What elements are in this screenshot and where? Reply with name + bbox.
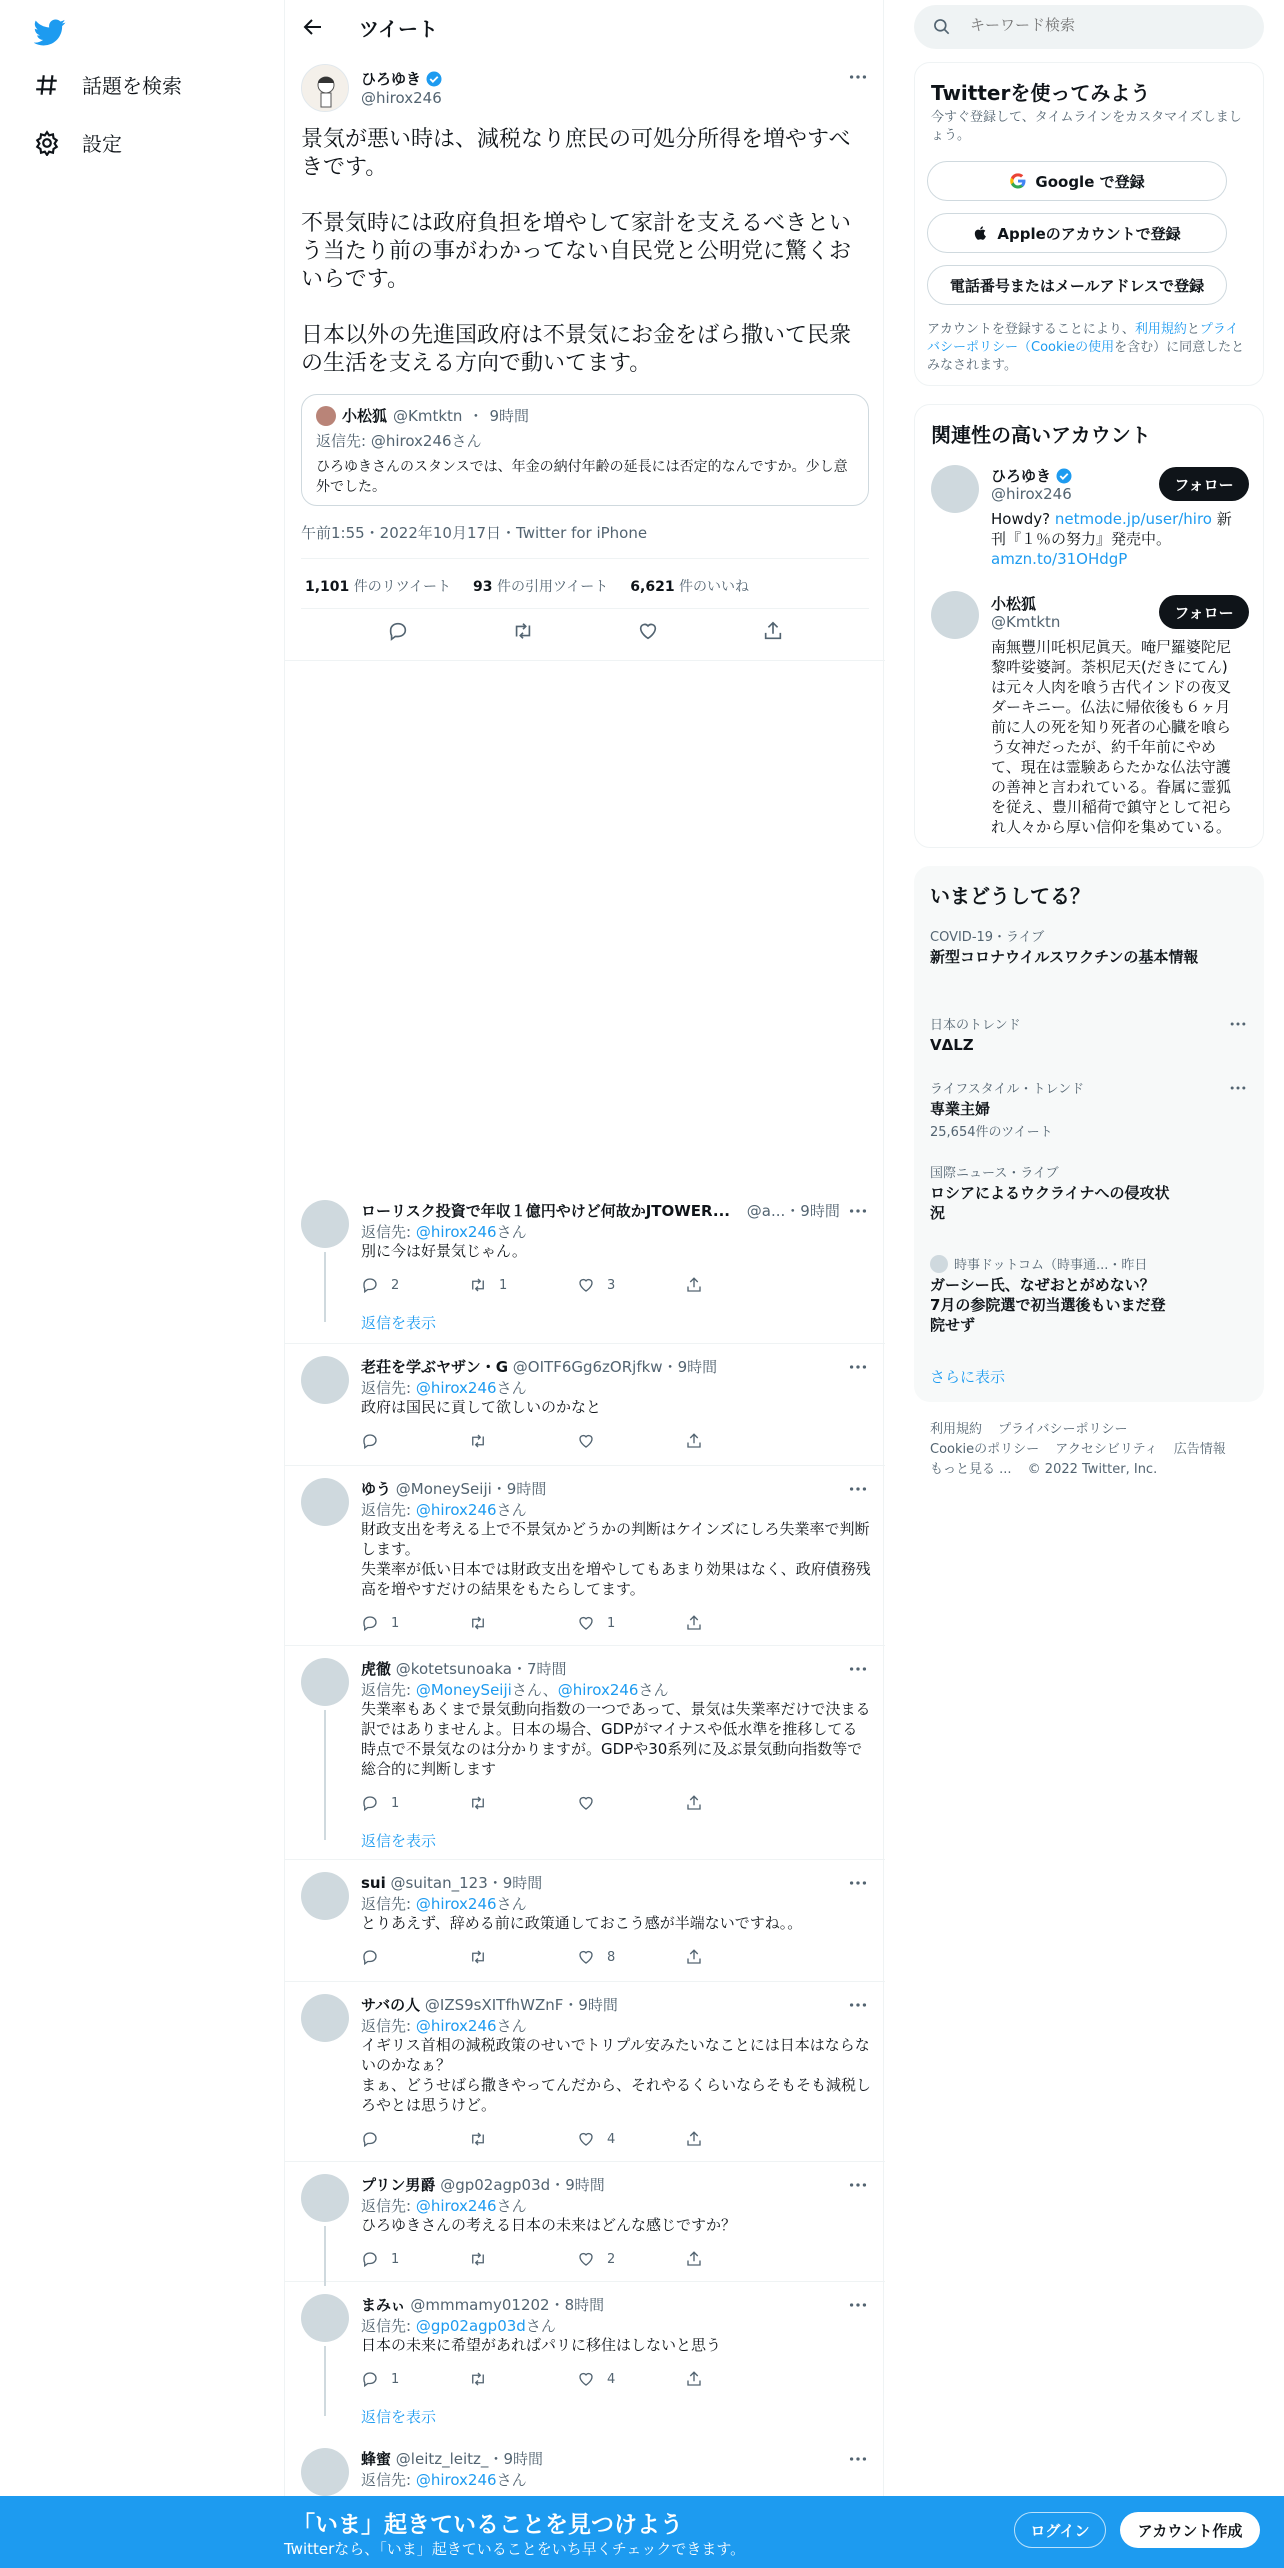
retweet-button[interactable] (469, 1794, 577, 1812)
account-avatar[interactable] (931, 591, 979, 639)
relevant-accounts-card (914, 404, 1264, 848)
trend-name: ロシアによるウクライナへの侵攻状況 (930, 1184, 1170, 1222)
account-name[interactable]: ひろゆき (991, 465, 1073, 486)
relevant-accounts-title: 関連性の高いアカウント (931, 423, 1151, 447)
nav-settings[interactable] (34, 128, 122, 157)
like-button[interactable]: 1 (577, 1614, 685, 1632)
reply-tweet[interactable]: 蜂蜜 @leitz_leitz_・9時間 返信先: @hirox246さん (285, 2436, 885, 2496)
reply-to: 返信先: @hirox246さん (361, 1223, 527, 1241)
reply-tweet[interactable]: ローリスク投資で年収１億円やけど何故かJTOWER... @a...・9時間 返信先: @hirox246さん 別に今は好景気じゃん。 2 1 3 返信を表示 (285, 1188, 885, 1344)
quote-reply-to: 返信先: @hirox246さん (316, 432, 482, 450)
like-icon (577, 1432, 595, 1450)
more-options-icon[interactable] (847, 66, 869, 88)
reply-text: ひろゆきさんの考える日本の未来はどんな感じですか？ (361, 2216, 737, 2234)
trend-meta: 国際ニュース・ライブ (930, 1166, 1059, 1181)
account-name[interactable]: 小松狐 (991, 595, 1037, 613)
apple-signup-label: Appleのアカウントで登録 (997, 224, 1181, 243)
verified-badge-icon (1055, 467, 1073, 485)
main-column (284, 0, 884, 2568)
news-source-avatar (930, 1255, 948, 1273)
apple-icon (973, 224, 989, 242)
like-icon (577, 1948, 595, 1966)
reply-tweet[interactable]: まみぃ @mmmamy01202・8時間 返信先: @gp02agp03dさん 日本の未来に希望があればパリに移住はしないと思う 1 4 返信を表示 (285, 2282, 885, 2436)
share-icon (685, 2250, 703, 2268)
like-icon[interactable] (637, 620, 659, 642)
reply-button[interactable]: 1 (361, 1614, 469, 1632)
reply-to-link[interactable]: @hirox246 (415, 1895, 497, 1913)
retweet-button[interactable] (469, 2130, 577, 2148)
share-icon[interactable] (762, 620, 784, 642)
reply-author-handle[interactable]: @IZS9sXITfhWZnF (424, 1996, 564, 2014)
reply-button[interactable]: 1 (361, 2250, 469, 2268)
quote-author-handle: @Kmtktn (393, 406, 463, 425)
like-button[interactable] (577, 1432, 685, 1450)
left-nav (0, 0, 284, 2568)
follow-button[interactable]: フォロー (1159, 467, 1249, 501)
reply-author-name[interactable]: ゆう (361, 1480, 392, 1498)
reply-icon (361, 2250, 379, 2268)
reply-author-handle[interactable]: @kotetsunoaka (395, 1660, 512, 1678)
reply-time: 7時間 (526, 1660, 567, 1678)
nav-explore-label: 話題を検索 (82, 74, 182, 98)
signup-terms: アカウントを登録することにより、利用規約とプライバシーポリシー（Cookieの使用を含む）に同意したとみなされます。 (927, 322, 1245, 373)
share-button[interactable] (685, 1432, 793, 1450)
search-input[interactable] (970, 17, 1240, 34)
reply-tweet[interactable]: プリン男爵 @gp02agp03d・9時間 返信先: @hirox246さん ひろゆきさんの考える日本の未来はどんな感じですか？ 1 2 (285, 2162, 885, 2282)
reply-author-handle[interactable]: @gp02agp03d (440, 2176, 551, 2194)
reply-tweet[interactable]: 老荘を学ぶヤザン・G @OITF6Gg6zORjfkw・9時間 返信先: @hirox246さん 政府は国民に貢して欲しいのかなと (285, 1344, 885, 1466)
like-button[interactable]: 4 (577, 2130, 685, 2148)
google-signup-label: Google で登録 (1035, 172, 1145, 191)
reply-author-name[interactable]: 蜂蜜 (361, 2450, 392, 2468)
login-button[interactable]: ログイン (1014, 2512, 1106, 2548)
share-button[interactable] (685, 1794, 793, 1812)
reply-button[interactable]: 1 (361, 1794, 469, 1812)
reply-button[interactable] (361, 1948, 469, 1966)
banner-subtitle: Twitterなら、「いま」起きていることをいち早くチェックできます。 (284, 2540, 746, 2558)
retweet-button[interactable]: 1 (469, 1276, 577, 1294)
reply-icon (361, 1948, 379, 1966)
tweet-stats (305, 576, 749, 596)
share-icon (685, 1276, 703, 1294)
footer-link[interactable]: もっと見る ... (930, 1462, 1012, 1477)
reply-author-handle[interactable]: @suitan_123 (390, 1874, 488, 1892)
phone-email-signup-button[interactable] (927, 265, 1227, 305)
footer-link[interactable]: プライバシーポリシー (998, 1422, 1128, 1437)
retweet-icon[interactable] (512, 620, 534, 642)
tweet-paragraph: 日本以外の先進国政府は不景気にお金をばら撒いて民衆の生活を支える方向で動いてます。 (301, 323, 852, 376)
reply-to: 返信先: @MoneySeijiさん、@hirox246さん (361, 1681, 669, 1699)
reply-actions (361, 2250, 793, 2268)
share-button[interactable] (685, 1614, 793, 1632)
reply-to-link[interactable]: @MoneySeiji (415, 1681, 512, 1699)
like-button[interactable] (577, 1794, 685, 1812)
reply-to-link[interactable]: @hirox246 (415, 2017, 497, 2035)
like-button[interactable]: 2 (577, 2250, 685, 2268)
reply-time: 9時間 (503, 2450, 543, 2468)
share-button[interactable] (685, 1948, 793, 1966)
trend-meta: 日本のトレンド (930, 1018, 1021, 1033)
share-icon (685, 2370, 703, 2388)
more-options-icon[interactable] (847, 1356, 869, 1378)
more-options-icon[interactable] (847, 1478, 869, 1500)
terms-link[interactable]: 利用規約 (1134, 322, 1187, 337)
create-account-button[interactable]: アカウント作成 (1120, 2512, 1260, 2548)
share-button[interactable] (685, 2250, 793, 2268)
share-icon (685, 2130, 703, 2148)
like-icon (577, 2130, 595, 2148)
reply-text: 日本の未来に希望があればパリに移住はしないと思う (361, 2336, 722, 2354)
more-options-icon[interactable] (847, 1658, 869, 1680)
account-avatar[interactable] (931, 465, 979, 513)
trend-item[interactable] (930, 1254, 1248, 1335)
reply-avatar[interactable] (301, 1356, 349, 1404)
reply-time: 9時間 (578, 1996, 618, 2014)
tweet-timestamp[interactable]: 午前1:55・2022年10月17日・Twitter for iPhone (301, 524, 648, 542)
follow-button[interactable]: フォロー (1159, 595, 1249, 629)
reply-to: 返信先: @gp02agp03dさん (361, 2317, 556, 2335)
tweet-actions (285, 620, 885, 642)
google-icon (1009, 172, 1027, 190)
retweet-button[interactable] (469, 2250, 577, 2268)
author-avatar-image (302, 65, 349, 112)
gear-icon (34, 130, 60, 156)
copyright: © 2022 Twitter, Inc. (1027, 1462, 1158, 1477)
nav-explore[interactable] (34, 70, 182, 99)
more-options-icon[interactable] (847, 1872, 869, 1894)
reply-to-link[interactable]: @hirox246 (415, 1379, 497, 1397)
reply-author-name[interactable]: まみぃ (361, 2296, 406, 2314)
author-name[interactable] (361, 68, 443, 89)
retweet-button[interactable] (469, 1432, 577, 1450)
trend-item[interactable] (930, 1078, 1248, 1140)
reply-tweet[interactable]: 虎徹 @kotetsunoaka・7時間 返信先: @MoneySeijiさん、@hirox246さん 失業率もあくまで景気動向指数の一つであって、景気は失業率だけで決まる訳ではありませんよ。日本の場合、GDPがマイナスや低水準を推移してる時点で不景気なのは分かりますが。GDPや30系列に及ぶ景気動向指数等で総合的に判断します 1 返信を表示 (285, 1646, 885, 1860)
trend-item[interactable] (930, 926, 1248, 967)
thread-line (324, 1710, 326, 1840)
reply-icon (361, 1794, 379, 1812)
share-button[interactable] (685, 1276, 793, 1294)
reply-to-link[interactable]: @hirox246 (415, 1223, 497, 1241)
reply-text: 政府は国民に貢して欲しいのかなと (361, 1398, 602, 1416)
thread-line (324, 1252, 326, 1322)
bio-link[interactable]: netmode.jp/user/hiro (1054, 510, 1212, 528)
like-button[interactable]: 8 (577, 1948, 685, 1966)
banner-title: 「いま」起きていることを見つけよう (292, 2512, 683, 2538)
retweet-icon (469, 1614, 487, 1632)
author-handle[interactable]: @hirox246 (361, 89, 442, 107)
reply-tweet[interactable]: sui @suitan_123・9時間 返信先: @hirox246さん とりあえず、辞める前に政策通しておこう感が半端ないですね。。 8 (285, 1860, 885, 1982)
reply-avatar[interactable] (301, 2174, 349, 2222)
reply-icon (361, 1614, 379, 1632)
reply-to-link[interactable]: @hirox246 (415, 1501, 497, 1519)
like-icon (577, 1794, 595, 1812)
reply-to-link[interactable]: @hirox246 (415, 2197, 497, 2215)
reply-avatar[interactable] (301, 1200, 349, 1248)
footer-link[interactable]: Cookieのポリシー (930, 1442, 1040, 1457)
more-options-icon[interactable] (1228, 1078, 1248, 1098)
reply-avatar[interactable] (301, 2294, 349, 2342)
show-replies-link[interactable]: 返信を表示 (361, 2408, 437, 2426)
like-icon (577, 1614, 595, 1632)
reply-actions (361, 1948, 793, 1966)
like-icon (577, 2370, 595, 2388)
retweet-icon (469, 2250, 487, 2268)
bio-link[interactable]: amzn.to/31OHdgP (991, 550, 1128, 568)
reply-actions (361, 2130, 793, 2148)
thread-line (324, 2346, 326, 2416)
verified-badge-icon (425, 70, 443, 88)
reply-to-link[interactable]: @hirox246 (557, 1681, 639, 1699)
like-icon (577, 1276, 595, 1294)
reply-author-name[interactable]: 老荘を学ぶヤザン・G (361, 1358, 509, 1376)
reply-time: 9時間 (677, 1358, 718, 1376)
share-icon (685, 1794, 703, 1812)
trend-name: ガーシー氏、なぜおとがめない？ 7月の参院選で初当選後もいまだ登院せず (930, 1276, 1170, 1334)
account-handle[interactable]: @hirox246 (991, 485, 1072, 503)
back-arrow-icon[interactable] (301, 15, 325, 39)
reply-author-name[interactable]: 虎徹 (361, 1660, 392, 1678)
reply-icon[interactable] (387, 620, 409, 642)
retweet-icon (469, 1432, 487, 1450)
quoted-tweet[interactable]: 小松狐 @Kmtktn ・ 9時間 返信先: @hirox246さん ひろゆきさんのスタンスでは、年金の納付年齢の延長には否定的なんですか。少し意外でした。 (301, 394, 869, 506)
account-bio: 南無豐川吒枳尼眞天。唵尸羅婆陀尼黎吽娑婆訶。荼枳尼天(だきにてん)は元々人肉を喰う古代インドの夜叉ダーキニー。仏法に帰依後も６ヶ月前に人の死を知り死者の心臓を喰らう女神だったが、約千年前にやめて、現在は霊験あらたかな仏法守護の善神と言われている。眷属に霊狐を従え、豊川稲荷で鎮守として祀られ人々から厚い信仰を集めている。 (991, 638, 1232, 836)
trend-meta: ライフスタイル・トレンド (930, 1082, 1085, 1097)
trends-title: いまどうしてる？ (930, 884, 1090, 908)
reply-text: とりあえず、辞める前に政策通しておこう感が半端ないですね。。 (361, 1914, 803, 1932)
share-button[interactable] (685, 2130, 793, 2148)
trend-meta: 時事ドットコム（時事通...・昨日 (930, 1254, 1248, 1273)
reply-to: 返信先: @hirox246さん (361, 2471, 527, 2489)
reply-to: 返信先: @hirox246さん (361, 1895, 527, 1913)
reply-icon (361, 1276, 379, 1294)
trend-name: 専業主婦 (930, 1100, 991, 1118)
retweet-icon (469, 1794, 487, 1812)
reply-author-name[interactable]: プリン男爵 (361, 2176, 436, 2194)
tweet-paragraph: 景気が悪い時は、減税なり庶民の可処分所得を増やすべきです。 (301, 127, 851, 180)
bottom-signup-banner (0, 2496, 1284, 2568)
search-icon (932, 17, 952, 37)
show-more-link[interactable]: さらに表示 (930, 1368, 1006, 1386)
reply-actions (361, 1276, 793, 1294)
reply-actions (361, 1432, 793, 1450)
retweet-icon (469, 2370, 487, 2388)
phone-email-signup-label: 電話番号またはメールアドレスで登録 (949, 276, 1205, 295)
reply-author-name[interactable]: ローリスク投資で年収１億円やけど何故かJTOWER... (361, 1202, 730, 1220)
reply-to-link[interactable]: @gp02agp03d (415, 2317, 526, 2335)
nav-settings-label: 設定 (82, 132, 122, 156)
reply-actions (361, 1794, 793, 1812)
share-icon (685, 1948, 703, 1966)
retweet-button[interactable] (469, 1948, 577, 1966)
page-title: ツイート (359, 17, 438, 41)
share-button[interactable] (685, 2370, 793, 2388)
divider (301, 608, 869, 609)
like-icon (577, 2250, 595, 2268)
reply-icon (361, 2370, 379, 2388)
tweet-text (301, 126, 871, 406)
like-button[interactable]: 3 (577, 1276, 685, 1294)
tweet-paragraph: 不景気時には政府負担を増やして家計を支えるべきという当たり前の事がわかってない自民党と公明党に驚くおいらです。 (301, 211, 852, 292)
account-handle[interactable]: @Kmtktn (991, 613, 1061, 631)
more-options-icon[interactable] (847, 1994, 869, 2016)
reply-to: 返信先: @hirox246さん (361, 2017, 527, 2035)
like-count[interactable]: 6,621 件のいいね (630, 579, 750, 595)
divider (301, 558, 869, 559)
divider (285, 660, 885, 661)
reply-tweet[interactable]: サバの人 @IZS9sXITfhWZnF・9時間 返信先: @hirox246さん イギリス首相の減税政策のせいでトリプル安みたいなことには日本はならないのかなぁ？ まぁ、どうせばら撒きやってんだから、それやるくらいならそもそも減税しろやとは思うけど。 4 (285, 1982, 885, 2162)
reply-button[interactable] (361, 1432, 469, 1450)
google-signup-button[interactable] (927, 161, 1227, 201)
retweet-icon (469, 1948, 487, 1966)
twitter-logo-icon[interactable] (34, 16, 66, 48)
reply-avatar[interactable] (301, 2448, 349, 2496)
header (285, 0, 885, 54)
footer-link[interactable]: 利用規約 (930, 1422, 983, 1437)
reply-time: 9時間 (565, 2176, 605, 2194)
retweet-icon (469, 2130, 487, 2148)
footer-link[interactable]: アクセシビリティ (1055, 1442, 1158, 1457)
reply-tweet[interactable]: ゆう @MoneySeiji・9時間 返信先: @hirox246さん 財政支出を考える上で不景気かどうかの判断はケインズにしろ失業率で判断します。 失業率が低い日本では財政支出を増やしてもあまり効果はなく、政府債務残高を増やすだけの結果をもたらしてます。 1 1 (285, 1466, 885, 1646)
trends-card (914, 866, 1264, 1402)
search-box[interactable] (914, 5, 1264, 49)
reply-actions (361, 2370, 793, 2388)
trend-meta: COVID-19・ライブ (930, 930, 1045, 945)
trend-item[interactable] (930, 1162, 1248, 1223)
reply-avatar[interactable] (301, 1994, 349, 2042)
reply-author-handle[interactable]: @a... (746, 1202, 786, 1220)
reply-time: 9時間 (502, 1874, 543, 1892)
privacy-link[interactable]: プライバシーポリシー（Cookieの使用 (927, 322, 1239, 355)
reply-text: 別に今は好景気じゃん。 (361, 1242, 527, 1260)
show-replies-link[interactable]: 返信を表示 (361, 1832, 437, 1850)
reply-author-name[interactable]: サバの人 (361, 1996, 421, 2014)
more-options-icon[interactable] (847, 1200, 869, 1222)
reply-author-name[interactable]: sui (361, 1874, 386, 1892)
footer-link[interactable]: 広告情報 (1173, 1442, 1226, 1457)
more-options-icon[interactable] (847, 2174, 869, 2196)
thread-line (324, 2226, 326, 2286)
retweet-button[interactable] (469, 2370, 577, 2388)
reply-to: 返信先: @hirox246さん (361, 1379, 527, 1397)
reply-time: 8時間 (564, 2296, 605, 2314)
reply-time: 9時間 (506, 1480, 547, 1498)
more-options-icon[interactable] (1228, 1014, 1248, 1034)
reply-text: 失業率もあくまで景気動向指数の一つであって、景気は失業率だけで決まる訳ではありませんよ。日本の場合、GDPがマイナスや低水準を推移してる時点で不景気なのは分かりますが。GDPや30系列に及ぶ景気動向指数等で総合的に判断します (361, 1700, 871, 1778)
retweet-count[interactable]: 1,101 件のリツイート (305, 579, 452, 595)
reply-time: 9時間 (800, 1202, 840, 1220)
reply-icon (361, 1432, 379, 1450)
reply-avatar[interactable] (301, 1658, 349, 1706)
reply-icon (361, 2130, 379, 2148)
trend-name: VΔLZ (930, 1036, 974, 1054)
reply-text: イギリス首相の減税政策のせいでトリプル安みたいなことには日本はならないのかなぁ？ まぁ、どうせばら撒きやってんだから、それやるくらいならそもそも減税しろやとは思うけど。 (361, 2036, 872, 2114)
share-icon (685, 1432, 703, 1450)
quote-time: 9時間 (489, 407, 529, 425)
trend-count: 25,654件のツイート (930, 1125, 1053, 1140)
footer-links (930, 1420, 1250, 1480)
reply-author-handle[interactable]: @MoneySeiji (395, 1480, 492, 1498)
reply-avatar[interactable] (301, 1872, 349, 1920)
signup-card (914, 62, 1264, 386)
reply-button[interactable]: 1 (361, 2370, 469, 2388)
reply-to: 返信先: @hirox246さん (361, 2197, 527, 2215)
reply-author-handle[interactable]: @OITF6Gg6zORjfkw (512, 1358, 663, 1376)
quote-count[interactable]: 93 件の引用ツイート (473, 579, 609, 595)
quote-author-name: 小松狐 (342, 407, 388, 425)
like-button[interactable]: 4 (577, 2370, 685, 2388)
signup-title: Twitterを使ってみよう (931, 81, 1151, 105)
quote-avatar (316, 406, 336, 426)
quote-text: ひろゆきさんのスタンスでは、年金の納付年齢の延長には否定的なんですか。少し意外でした。 (316, 459, 848, 495)
reply-button[interactable] (361, 2130, 469, 2148)
reply-actions (361, 1614, 793, 1632)
reply-to: 返信先: @hirox246さん (361, 1501, 527, 1519)
reply-author-handle[interactable]: @mmmamy01202 (410, 2296, 550, 2314)
reply-text: 財政支出を考える上で不景気かどうかの判断はケインズにしろ失業率で判断します。 失業率が低い日本では財政支出を増やしてもあまり効果はなく、政府債務残高を増やすだけの結果をもたらしてます。 (361, 1520, 871, 1598)
reply-author-handle[interactable]: @leitz_leitz_ (395, 2450, 489, 2468)
author-avatar[interactable] (301, 64, 349, 112)
show-replies-link[interactable]: 返信を表示 (361, 1314, 437, 1332)
signup-subtitle: 今すぐ登録して、タイムラインをカスタマイズしましょう。 (931, 110, 1242, 143)
retweet-icon (469, 1276, 487, 1294)
reply-to-link[interactable]: @hirox246 (415, 2471, 497, 2489)
account-bio: Howdy? netmode.jp/user/hiro 新刊『１％の努力』発売中。 amzn.to/31OHdgP (991, 510, 1232, 568)
reply-button[interactable]: 2 (361, 1276, 469, 1294)
author-name-text: ひろゆき (361, 70, 422, 88)
trend-name: 新型コロナウイルスワクチンの基本情報 (930, 948, 1199, 966)
more-options-icon[interactable] (847, 2294, 869, 2316)
more-options-icon[interactable] (847, 2448, 869, 2470)
retweet-button[interactable] (469, 1614, 577, 1632)
hashtag-icon (34, 72, 60, 98)
apple-signup-button[interactable] (927, 213, 1227, 253)
share-icon (685, 1614, 703, 1632)
trend-item[interactable] (930, 1014, 1248, 1055)
reply-avatar[interactable] (301, 1478, 349, 1526)
